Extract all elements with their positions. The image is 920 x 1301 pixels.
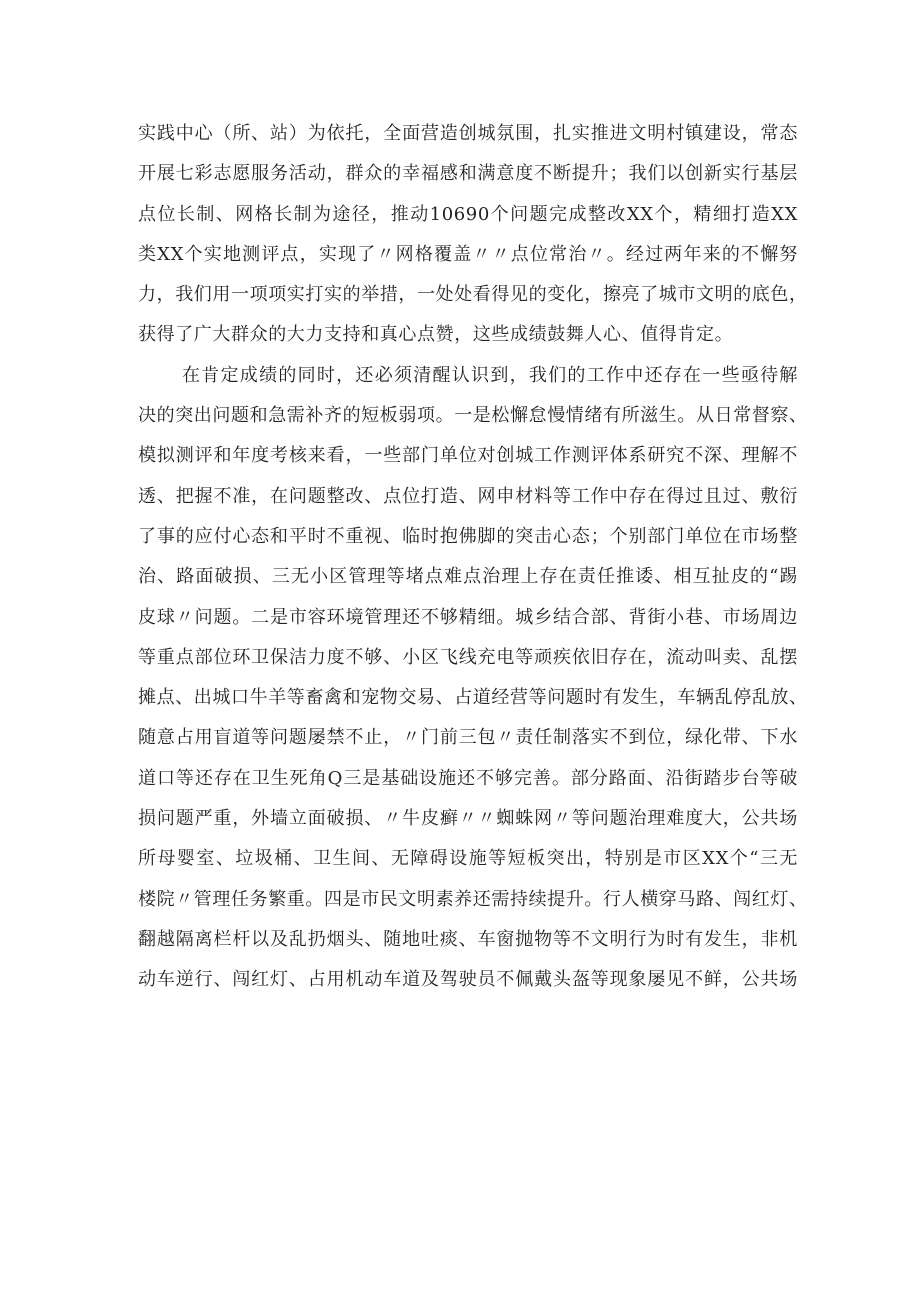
text-line: 随意占用盲道等问题屡禁不止，〃门前三包〃责任制落实不到位，绿化带、下水 bbox=[138, 727, 798, 749]
text-line: 透、把握不准，在问题整改、点位打造、网申材料等工作中存在得过且过、敷衍 bbox=[138, 485, 798, 507]
text-line: 了事的应付心态和平时不重视、临时抱佛脚的突击心态；个别部门单位在市场整 bbox=[138, 525, 798, 547]
text-line: 皮球〃问题。二是市容环境管理还不够精细。城乡结合部、背街小巷、市场周边 bbox=[138, 606, 798, 628]
body-text bbox=[138, 114, 808, 1001]
text-line: 实践中心（所、站）为依托，全面营造创城氛围，扎实推进文明村镇建设，常态 bbox=[138, 123, 798, 144]
text-line: 等重点部位环卫保洁力度不够、小区飞线充电等顽疾依旧存在，流动叫卖、乱摆 bbox=[138, 646, 798, 668]
text-line: 道口等还存在卫生死角Q三是基础设施还不够完善。部分路面、沿街踏步台等破 bbox=[138, 767, 798, 789]
text-line: 治、路面破损、三无小区管理等堵点难点治理上存在责任推诿、相互扯皮的“踢 bbox=[138, 566, 798, 588]
paragraph-1 bbox=[138, 114, 808, 356]
text-line: 损问题严重，外墙立面破损、〃牛皮癣〃〃蜘蛛网〃等问题治理难度大，公共场 bbox=[138, 808, 798, 830]
text-line: 点位长制、网格长制为途径，推动10690个问题完成整改XX个，精细打造XX bbox=[138, 203, 798, 225]
text-line: 在肯定成绩的同时，还必须清醒认识到，我们的工作中还存在一些亟待解 bbox=[182, 364, 798, 386]
text-line: 决的突出问题和急需补齐的短板弱项。一是松懈怠慢情绪有所滋生。从日常督察、 bbox=[138, 405, 808, 427]
text-line: 动车逆行、闯红灯、占用机动车道及驾驶员不佩戴头盔等现象屡见不鲜，公共场 bbox=[138, 969, 798, 991]
text-line: 楼院〃管理任务繁重。四是市民文明素养还需持续提升。行人横穿马路、闯红灯、 bbox=[138, 888, 808, 910]
paragraph-2 bbox=[138, 356, 808, 1001]
text-line: 开展七彩志愿服务活动，群众的幸福感和满意度不断提升；我们以创新实行基层 bbox=[138, 163, 798, 185]
text-line: 类XX个实地测评点，实现了〃网格覆盖〃〃点位常治〃。经过两年来的不懈努 bbox=[138, 243, 798, 265]
text-line: 摊点、出城口牛羊等畜禽和宠物交易、占道经营等问题时有发生，车辆乱停乱放、 bbox=[138, 687, 808, 709]
text-line: 翻越隔离栏杆以及乱扔烟头、随地吐痰、车窗抛物等不文明行为时有发生，非机 bbox=[138, 928, 798, 950]
text-line: 力，我们用一项项实打实的举措，一处处看得见的变化，擦亮了城市文明的底色， bbox=[138, 284, 808, 306]
text-line: 模拟测评和年度考核来看，一些部门单位对创城工作测评体系研究不深、理解不 bbox=[138, 445, 798, 467]
text-line: 获得了广大群众的大力支持和真心点赞，这些成绩鼓舞人心、值得肯定。 bbox=[138, 324, 734, 346]
text-line: 所母婴室、垃圾桶、卫生间、无障碍设施等短板突出，特别是市区XX个“三无 bbox=[138, 848, 798, 870]
